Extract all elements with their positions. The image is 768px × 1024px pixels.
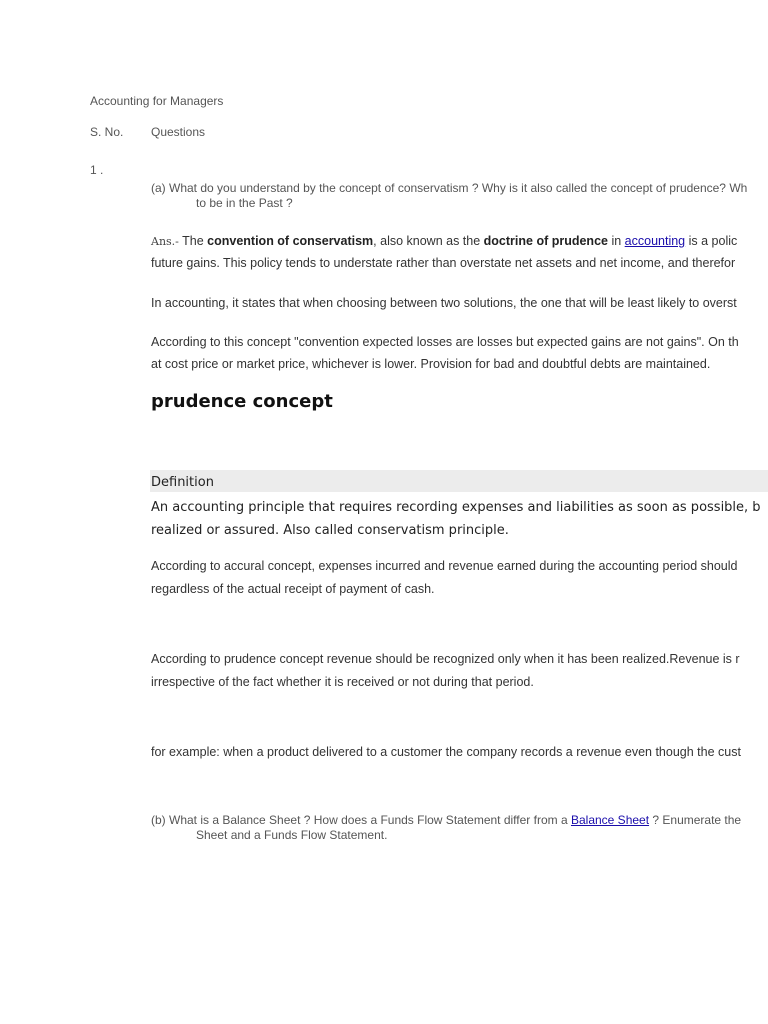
answer-text: in [607, 234, 625, 248]
document-title: Accounting for Managers [90, 94, 224, 108]
accounting-link[interactable]: accounting [624, 234, 686, 248]
question-a-line2: to be in the Past ? [196, 196, 293, 210]
item-number: 1 . [90, 163, 104, 177]
question-b-line2: Sheet and a Funds Flow Statement. [196, 828, 388, 842]
balance-sheet-link[interactable]: Balance Sheet [570, 813, 650, 827]
term-doctrine-of-prudence: doctrine of prudence [483, 234, 608, 248]
accrual-paragraph-line2: regardless of the actual receipt of payment of cash. [151, 582, 435, 596]
accrual-paragraph-line1: According to accural concept, expenses incurred and revenue earned during the accounting period should [151, 559, 738, 573]
definition-bar [150, 470, 768, 492]
answer-label: Ans.- [151, 235, 179, 248]
question-b-text: ? Enumerate the [649, 813, 742, 827]
column-header-sno: S. No. [90, 125, 124, 139]
answer-paragraph-3-line2: at cost price or market price, whichever is lower. Provision for bad and doubtful debts are maintained. [151, 357, 711, 371]
term-convention-of-conservatism: convention of conservatism [207, 234, 374, 248]
answer-paragraph-1 [151, 230, 737, 253]
prudence-paragraph-line1: According to prudence concept revenue should be recognized only when it has been realized.Revenue is r [151, 652, 740, 666]
prudence-concept-heading: prudence concept [151, 391, 333, 412]
answer-paragraph-3-line1: According to this concept "convention expected losses are losses but expected gains are not gains". On th [151, 335, 739, 349]
answer-text: is a polic [685, 234, 738, 248]
question-a-line1: (a) What do you understand by the concept of conservatism ? Why is it also called the concept of prudence? Wh [151, 181, 748, 195]
definition-line2: realized or assured. Also called conservatism principle. [151, 523, 509, 538]
answer-paragraph-2: In accounting, it states that when choosing between two solutions, the one that will be least likely to overst [151, 296, 737, 310]
question-b-line1 [151, 813, 741, 827]
prudence-paragraph-line2: irrespective of the fact whether it is received or not during that period. [151, 675, 534, 689]
answer-text: , also known as the [373, 234, 484, 248]
column-header-questions: Questions [151, 125, 206, 139]
answer-text: The [178, 234, 208, 248]
definition-line1: An accounting principle that requires recording expenses and liabilities as soon as possible, b [151, 500, 761, 515]
answer-paragraph-1-line2: future gains. This policy tends to understate rather than overstate net assets and net income, and therefor [151, 256, 736, 270]
example-paragraph: for example: when a product delivered to a customer the company records a revenue even though the cust [151, 745, 741, 759]
question-b-text: (b) What is a Balance Sheet ? How does a Funds Flow Statement differ from a [151, 813, 571, 827]
definition-label: Definition [151, 475, 214, 490]
